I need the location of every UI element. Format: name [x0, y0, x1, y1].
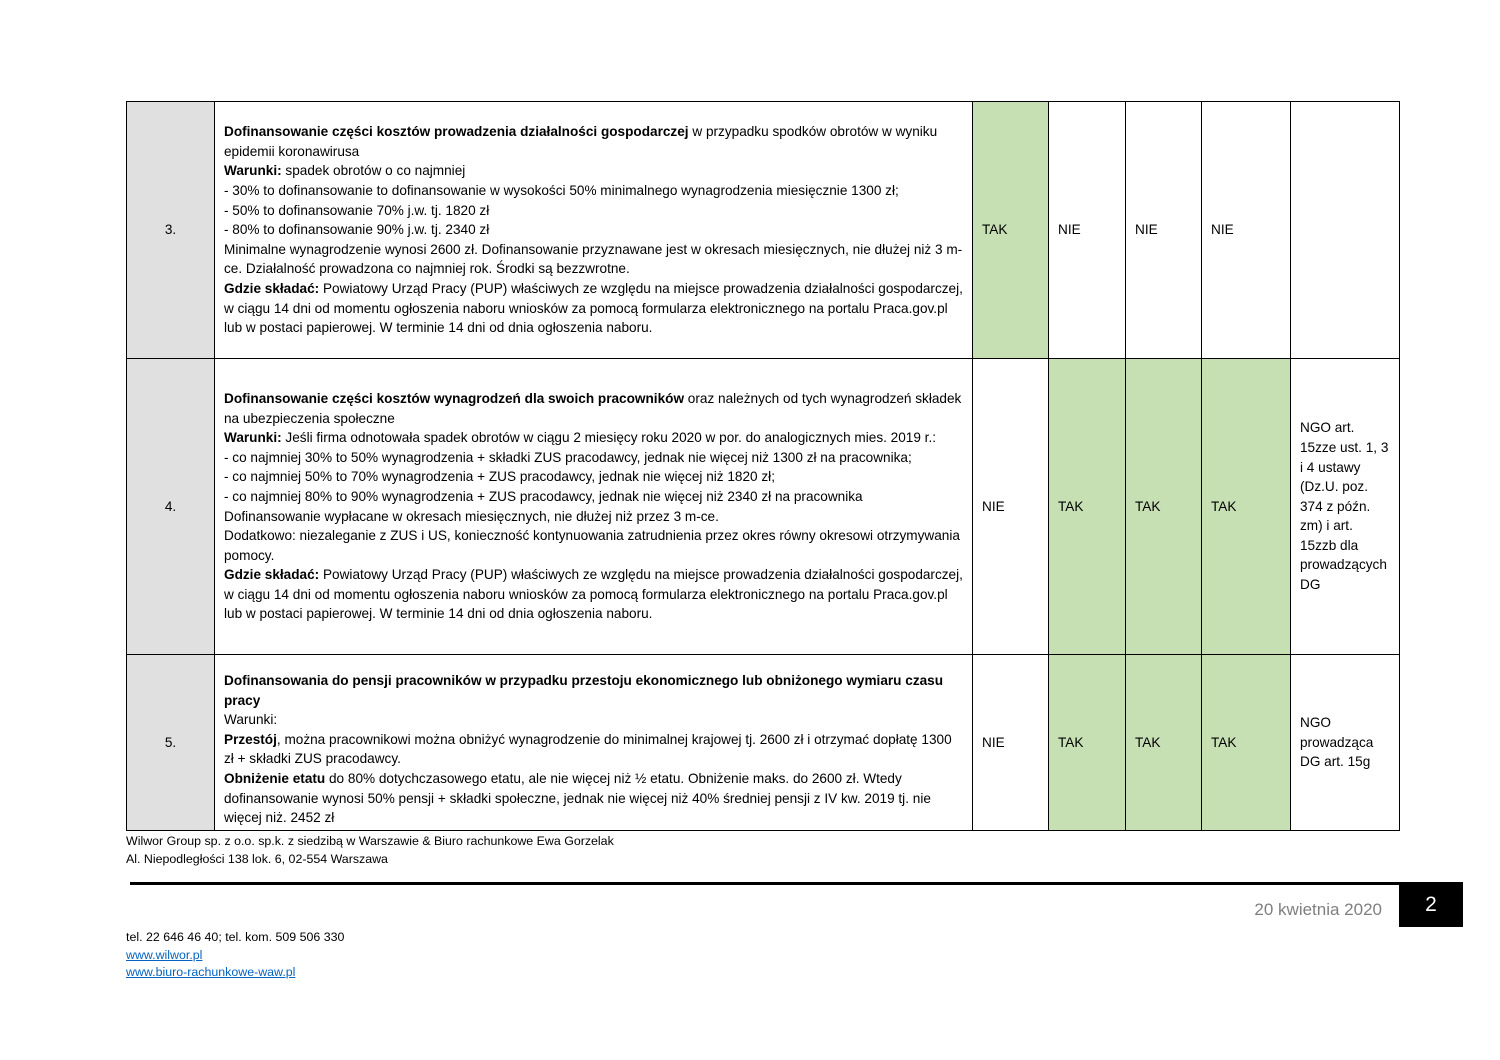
where-line [224, 565, 963, 624]
przestoj-label: Przestój [224, 731, 277, 747]
conditions-label: Warunki: [224, 163, 282, 179]
note-cell: NGO art. 15zze ust. 1, 3 i 4 ustawy (Dz.U. poz. 374 z późn. zm) i art. 15zzb dla prowadzących DG [1291, 359, 1400, 655]
document-date: 20 kwietnia 2020 [1254, 900, 1382, 919]
eligibility-cell: TAK [1202, 359, 1291, 655]
przestoj-line [224, 730, 963, 769]
etat-text: do 80% dotychczasowego etatu, ale nie więcej niż ½ etatu. Obniżenie maks. do 2600 zł. Wtedy dofinansowanie wynosi 50% pensji + składki społeczne, jednak nie więcej niż 40% średniej pensji z IV kw. 2019 tj. nie więcej niż. 2452 zł [224, 770, 931, 826]
eligibility-cell: TAK [1049, 359, 1126, 655]
footer-company-block [126, 833, 614, 868]
company-address: Al. Niepodległości 138 lok. 6, 02-554 Warszawa [126, 851, 388, 866]
conditions-text: Jeśli firma odnotowała spadek obrotów w ciągu 2 miesięcy roku 2020 w por. do analogicznych mies. 2019 r.: [281, 430, 937, 446]
condition-line: - 30% to dofinansowanie to dofinansowanie w wysokości 50% minimalnego wynagrodzenia miesięcznie 1300 zł; [224, 183, 899, 199]
conditions-line [224, 161, 963, 181]
table-row [127, 359, 1400, 655]
row-number: 3. [127, 102, 215, 359]
eligibility-cell: TAK [1049, 655, 1126, 831]
footer-divider [130, 882, 1400, 885]
eligibility-cell: TAK [1126, 655, 1202, 831]
table-row [127, 102, 1400, 359]
row-number: 5. [127, 655, 215, 831]
row-number: 4. [127, 359, 215, 655]
note-cell: NGO prowadząca DG art. 15g [1291, 655, 1400, 831]
przestoj-text: , można pracownikowi można obniżyć wynagrodzenie do minimalnej krajowej tj. 2600 zł i otrzymać dopłatę 1300 zł + składki ZUS pracodawcy. [224, 731, 952, 767]
row-title: Dofinansowania do pensji pracowników w przypadku przestoju ekonomicznego lub obniżonego wymiaru czasu pracy [224, 673, 944, 708]
row-description [215, 102, 973, 359]
biuro-link[interactable]: www.biuro-rachunkowe-waw.pl [126, 965, 296, 979]
wilwor-link[interactable]: www.wilwor.pl [126, 947, 203, 962]
eligibility-cell: NIE [973, 359, 1049, 655]
eligibility-cell: NIE [973, 655, 1049, 831]
row-description [215, 359, 973, 655]
conditions-line [224, 428, 963, 448]
etat-line [224, 769, 963, 828]
condition-line: - 50% to dofinansowanie 70% j.w. tj. 1820 zł [224, 202, 490, 218]
condition-line: Minimalne wynagrodzenie wynosi 2600 zł. Dofinansowanie przyznawane jest w okresach miesięcznych, nie dłużej niż 3 m-ce. Działalność prowadzona co najmniej rok. Środki są bezzwrotne. [224, 241, 963, 277]
conditions-text: spadek obrotów o co najmniej [281, 163, 466, 179]
where-text: Powiatowy Urząd Pracy (PUP) właściwych ze względu na miejsce prowadzenia działalności gospodarczej, w ciągu 14 dni od momentu ogłoszenia naboru wniosków za pomocą formularza elektronicznego na portalu Praca.gov.pl lub w postaci papierowej. W terminie 14 dni od dnia ogłoszenia naboru. [224, 280, 963, 336]
eligibility-cell: TAK [973, 102, 1049, 359]
row-description [215, 655, 973, 831]
contact-phone: tel. 22 646 46 40; tel. kom. 509 506 330 [126, 930, 345, 944]
row-title-rest: oraz należnych od tych wynagrodzeń składek na ubezpieczenia społeczne [224, 390, 962, 426]
condition-line: Dodatkowo: niezaleganie z ZUS i US, konieczność kontynuowania zatrudnienia przez okres równy okresowi otrzymywania pomocy. [224, 528, 960, 563]
condition-line: - co najmniej 50% to 70% wynagrodzenia + ZUS pracodawcy, jednak nie więcej niż 1820 zł; [224, 469, 775, 485]
eligibility-cell: NIE [1202, 102, 1291, 359]
row-title: Dofinansowanie części kosztów prowadzenia działalności gospodarczej [224, 124, 689, 140]
condition-line: Dofinansowanie wypłacane w okresach miesięcznych, nie dłużej niż przez 3 m-ce. [224, 508, 719, 524]
row-title-line [224, 389, 963, 428]
condition-line: - co najmniej 80% to 90% wynagrodzenia + ZUS pracodawcy, jednak nie więcej niż 2340 zł na pracownika [224, 488, 863, 504]
where-line [224, 279, 963, 338]
eligibility-cell: TAK [1126, 359, 1202, 655]
company-name: Wilwor Group sp. z o.o. sp.k. z siedzibą w Warszawie & Biuro rachunkowe Ewa Gorzelak [126, 834, 614, 848]
where-text: Powiatowy Urząd Pracy (PUP) właściwych ze względu na miejsce prowadzenia działalności gospodarczej, w ciągu 14 dni od momentu ogłoszenia naboru wniosków za pomocą formularza elektronicznego na portalu Praca.gov.pl lub w postaci papierowej. W terminie 14 dni od dnia ogłoszenia naboru. [224, 567, 963, 622]
eligibility-cell: NIE [1126, 102, 1202, 359]
condition-line: - co najmniej 30% to 50% wynagrodzenia + składki ZUS pracodawcy, jednak nie więcej niż 1300 zł na pracownika; [224, 449, 912, 465]
row-title-rest: w przypadku spodków obrotów w wyniku epidemii koronawirusa [224, 124, 938, 159]
conditions-label: Warunki: [224, 712, 278, 728]
support-table [126, 101, 1400, 831]
eligibility-cell: TAK [1202, 655, 1291, 831]
conditions-label: Warunki: [224, 430, 282, 446]
eligibility-cell: NIE [1049, 102, 1126, 359]
row-title: Dofinansowanie części kosztów wynagrodzeń dla swoich pracowników [224, 390, 685, 406]
where-label: Gdzie składać: [224, 567, 320, 583]
where-label: Gdzie składać: [224, 280, 320, 296]
page-number: 2 [1399, 882, 1463, 927]
etat-label: Obniżenie etatu [224, 770, 326, 786]
note-cell [1291, 102, 1400, 359]
condition-line: - 80% to dofinansowanie 90% j.w. tj. 2340 zł [224, 222, 490, 238]
footer-contact-block [126, 929, 344, 982]
row-title-line [224, 122, 963, 161]
table-row [127, 655, 1400, 831]
